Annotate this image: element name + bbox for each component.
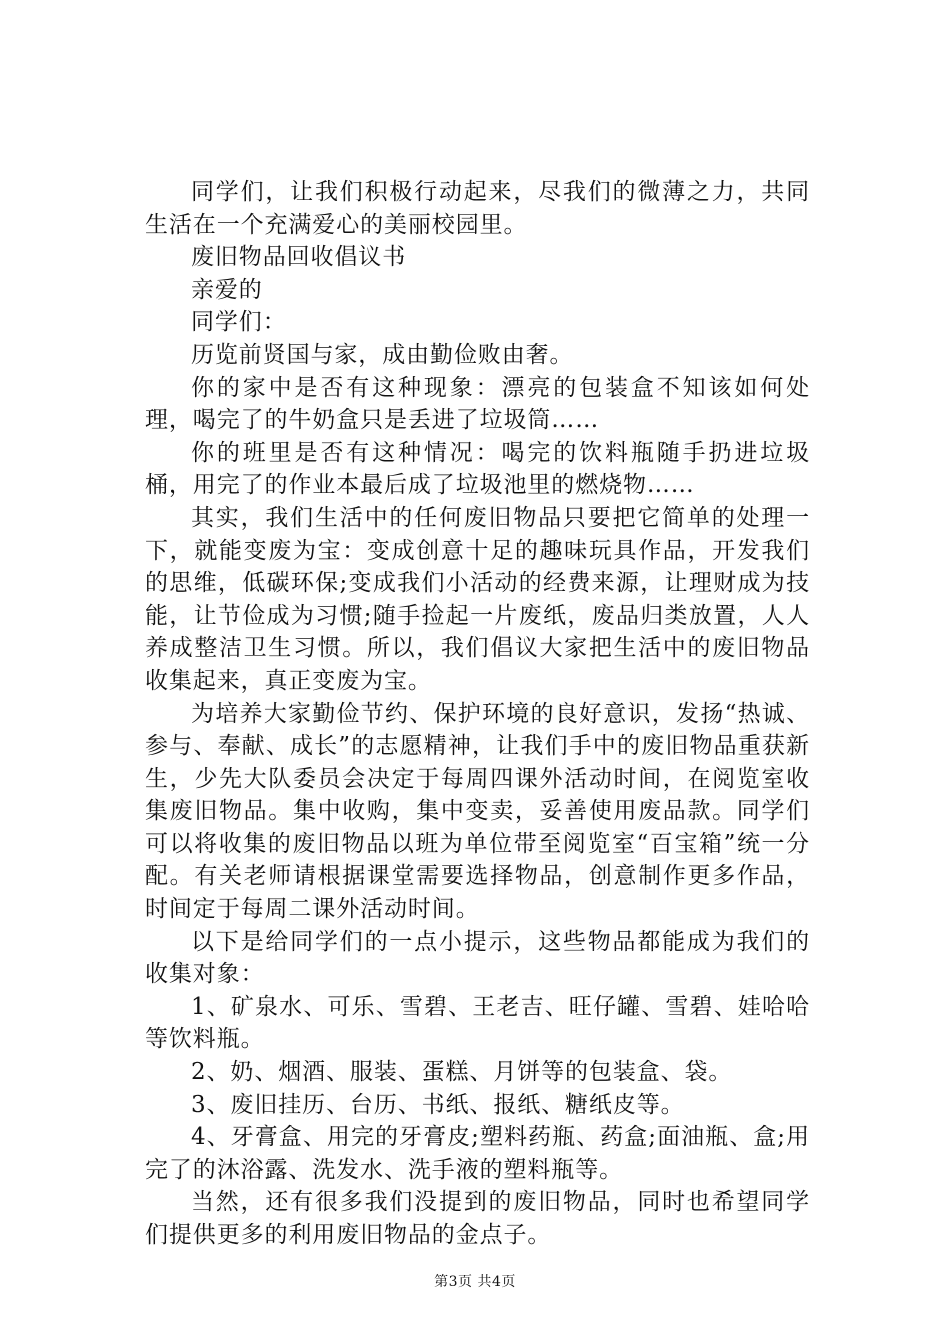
paragraph: 当然，还有很多我们没提到的废旧物品，同时也希望同学们提供更多的利用废旧物品的金点子。 [145, 1189, 810, 1248]
paragraph: 同学们，让我们积极行动起来，尽我们的微薄之力，共同生活在一个充满爱心的美丽校园里。 [145, 179, 810, 238]
paragraph: 为培养大家勤俭节约、保护环境的良好意识，发扬“热诚、参与、奉献、成长”的志愿精神，让我们手中的废旧物品重获新生，少先大队委员会决定于每周四课外活动时间，在阅览室收集废旧物品。集中收购，集中变卖，妥善使用废品款。同学们可以将收集的废旧物品以班为单位带至阅览室“百宝箱”统一分配。有关老师请根据课堂需要选择物品，创意制作更多作品，时间定于每周二课外活动时间。 [145, 700, 810, 923]
list-item: 4、牙膏盒、用完的牙膏皮;塑料药瓶、药盒;面油瓶、盒;用完了的沐浴露、洗发水、洗手液的塑料瓶等。 [145, 1124, 810, 1183]
paragraph: 你的班里是否有这种情况：喝完的饮料瓶随手扔进垃圾桶，用完了的作业本最后成了垃圾池里的燃烧物…… [145, 439, 810, 499]
list-item: 3、废旧挂历、台历、书纸、报纸、糖纸皮等。 [191, 1091, 685, 1118]
paragraph: 历览前贤国与家，成由勤俭败由奢。 [191, 341, 574, 368]
paragraph: 其实，我们生活中的任何废旧物品只要把它简单的处理一下，就能变废为宝：变成创意十足的趣味玩具作品，开发我们的思维，低碳环保;变成我们小活动的经费来源，让理财成为技能，让节俭成为习惯;随手捡起一片废纸，废品归类放置，人人养成整洁卫生习惯。所以，我们倡议大家把生活中的废旧物品收集起来，真正变废为宝。 [145, 504, 810, 694]
paragraph: 以下是给同学们的一点小提示，这些物品都能成为我们的收集对象： [145, 928, 810, 988]
salutation-line-2: 同学们： [191, 309, 287, 336]
document-body [145, 176, 810, 1252]
document-title: 废旧物品回收倡议书 [191, 244, 407, 271]
salutation-line-1: 亲爱的 [191, 276, 263, 303]
paragraph: 你的家中是否有这种现象：漂亮的包装盒不知该如何处理，喝完了的牛奶盒只是丢进了垃圾筒…… [145, 374, 810, 434]
list-item: 1、矿泉水、可乐、雪碧、王老吉、旺仔罐、雪碧、娃哈哈等饮料瓶。 [145, 993, 810, 1053]
list-item: 2、奶、烟酒、服装、蛋糕、月饼等的包装盒、袋。 [191, 1059, 733, 1086]
page-number: 第3页 共4页 [434, 1274, 516, 1290]
